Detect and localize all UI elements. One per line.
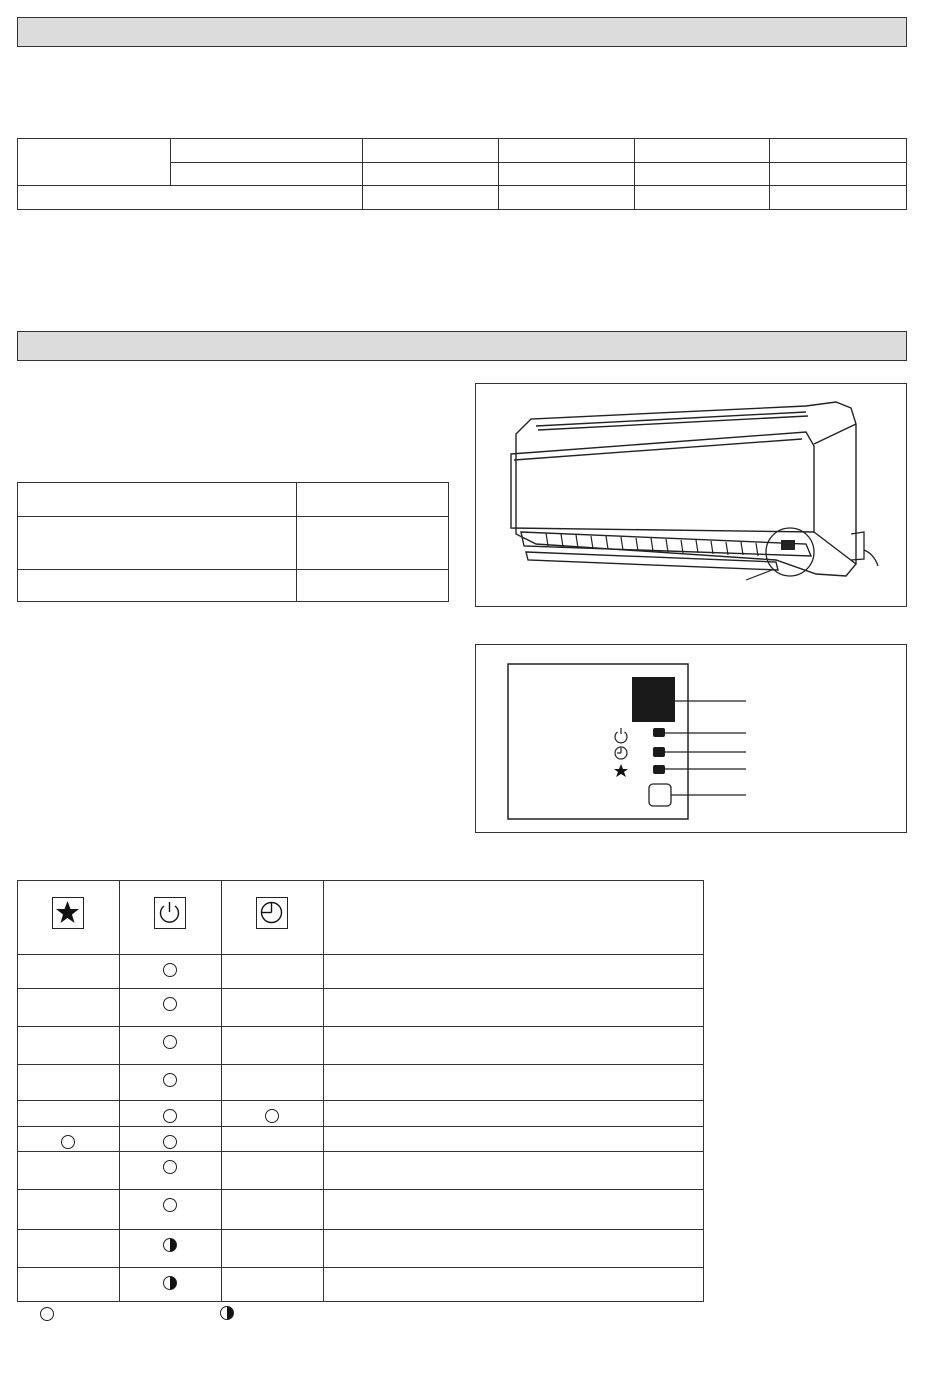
table-row (18, 1127, 704, 1152)
table-row (18, 1065, 704, 1101)
status-description-cell (323, 1027, 703, 1065)
info-cell (18, 483, 297, 517)
status-cell-star (18, 1190, 120, 1230)
status-cell-timer (221, 1127, 323, 1152)
legend-on-icon (40, 1307, 54, 1321)
blinking-indicator-icon (163, 1276, 177, 1290)
status-cell-timer (221, 1152, 323, 1190)
lit-indicator-icon (163, 1135, 177, 1149)
legend-blink-icon (220, 1306, 234, 1320)
spec-cell (635, 163, 770, 186)
table-row (18, 1027, 704, 1065)
status-table (17, 880, 704, 1302)
status-cell-timer (221, 1268, 323, 1302)
spec-cell (770, 163, 907, 186)
indoor-unit-figure (475, 383, 907, 607)
spec-cell (18, 186, 363, 210)
lit-indicator-icon (61, 1135, 75, 1149)
legend (40, 1306, 440, 1324)
status-cell-timer (221, 1190, 323, 1230)
status-description-cell (323, 1101, 703, 1127)
lit-indicator-icon (163, 963, 177, 977)
spec-cell (499, 186, 635, 210)
status-cell-star (18, 955, 120, 989)
status-cell-timer (221, 1101, 323, 1127)
info-cell (297, 517, 449, 570)
spec-cell (499, 163, 635, 186)
status-cell-timer (221, 1230, 323, 1268)
timer-icon (615, 747, 627, 759)
status-cell-power (119, 1127, 221, 1152)
info-table (17, 482, 449, 602)
status-cell-timer (221, 1065, 323, 1101)
indicator-panel-illustration (476, 645, 906, 832)
lit-indicator-icon (265, 1109, 279, 1123)
lit-indicator-icon (163, 997, 177, 1011)
lit-indicator-icon (163, 1109, 177, 1123)
header-star (18, 881, 120, 955)
star-icon (52, 897, 84, 929)
blinking-indicator-icon (163, 1238, 177, 1252)
status-cell-power (119, 989, 221, 1027)
status-description-cell (323, 1152, 703, 1190)
status-description-cell (323, 955, 703, 989)
status-description-cell (323, 1065, 703, 1101)
operation-led (653, 728, 665, 737)
status-description-cell (323, 1127, 703, 1152)
emergency-switch (649, 784, 671, 806)
spec-cell (362, 163, 499, 186)
leader-lines (665, 701, 746, 795)
status-description-cell (323, 1268, 703, 1302)
spec-cell (170, 139, 362, 163)
spec-cell (770, 186, 907, 210)
indicator-panel-figure (475, 644, 907, 833)
spec-cell (18, 139, 171, 186)
info-cell (297, 483, 449, 517)
table-row (18, 1190, 704, 1230)
status-cell-power (119, 1065, 221, 1101)
indoor-unit-illustration (476, 384, 906, 606)
status-cell-star (18, 1101, 120, 1127)
status-cell-star (18, 1268, 120, 1302)
table-row (18, 1230, 704, 1268)
spec-cell (499, 139, 635, 163)
operation-icon (615, 728, 627, 743)
status-cell-star (18, 1230, 120, 1268)
section-header-bar-1 (17, 17, 907, 47)
power-icon (154, 897, 186, 929)
section-header-bar-2 (17, 331, 907, 361)
status-cell-timer (221, 1027, 323, 1065)
status-cell-power (119, 1152, 221, 1190)
lit-indicator-icon (163, 1160, 177, 1174)
status-description-cell (323, 1230, 703, 1268)
status-cell-star (18, 1152, 120, 1190)
spec-cell (770, 139, 907, 163)
table-row (18, 1101, 704, 1127)
info-cell (18, 570, 297, 602)
lit-indicator-icon (163, 1198, 177, 1212)
status-cell-timer (221, 989, 323, 1027)
spec-cell (635, 186, 770, 210)
info-cell (18, 517, 297, 570)
header-power (119, 881, 221, 955)
status-cell-power (119, 1027, 221, 1065)
status-cell-power (119, 1268, 221, 1302)
star-icon (614, 764, 628, 777)
status-cell-power (119, 955, 221, 989)
header-timer (221, 881, 323, 955)
status-cell-star (18, 989, 120, 1027)
spec-cell (362, 139, 499, 163)
spec-cell (362, 186, 499, 210)
status-cell-star (18, 1065, 120, 1101)
lit-indicator-icon (163, 1073, 177, 1087)
status-cell-power (119, 1190, 221, 1230)
receiver-window (632, 677, 675, 722)
status-cell-timer (221, 955, 323, 989)
status-description-cell (323, 1190, 703, 1230)
star-led (653, 765, 665, 774)
timer-icon (256, 897, 288, 929)
header-description (323, 881, 703, 955)
info-cell (297, 570, 449, 602)
status-description-cell (323, 989, 703, 1027)
spec-cell (170, 163, 362, 186)
status-cell-power (119, 1101, 221, 1127)
lit-indicator-icon (163, 1035, 177, 1049)
spec-table (17, 138, 907, 210)
status-cell-star (18, 1027, 120, 1065)
table-row (18, 955, 704, 989)
table-row (18, 1268, 704, 1302)
status-cell-power (119, 1230, 221, 1268)
table-row (18, 1152, 704, 1190)
status-cell-star (18, 1127, 120, 1152)
table-row (18, 989, 704, 1027)
spec-cell (635, 139, 770, 163)
timer-led (653, 747, 665, 757)
